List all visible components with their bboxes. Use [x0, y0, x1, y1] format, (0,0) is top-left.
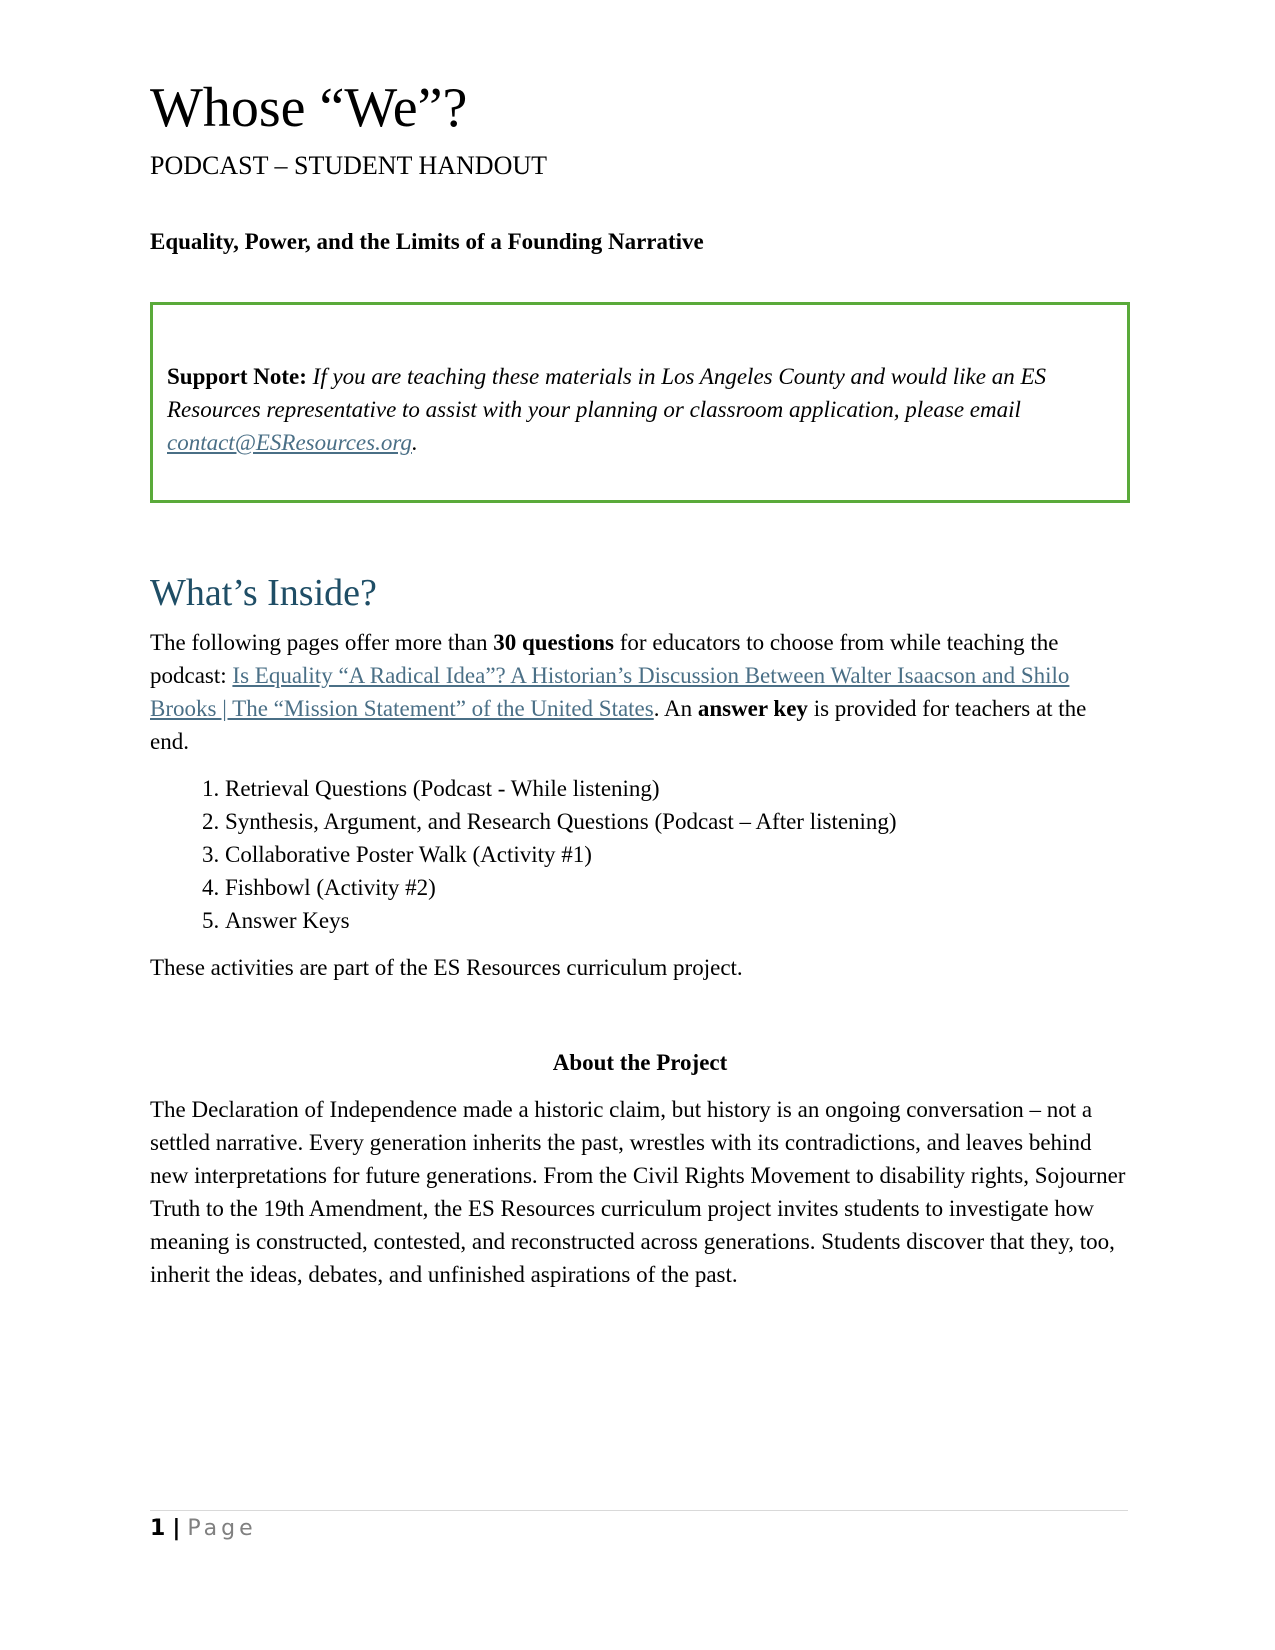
document-subtitle: PODCAST – STUDENT HANDOUT [150, 151, 548, 180]
footer-divider [150, 1510, 1128, 1511]
footer-separator: | [172, 1516, 181, 1541]
page-label: Page [187, 1516, 257, 1541]
whats-inside-heading: What’s Inside? [150, 572, 377, 614]
intro-part-1: The following pages offer more than [150, 630, 494, 655]
page-footer [150, 1514, 257, 1544]
list-item: 2. Synthesis, Argument, and Research Questions (Podcast – After listening) [225, 805, 1130, 838]
intro-part-4: is provided for teachers at the end. [150, 696, 1087, 754]
intro-bold-answer-key: answer key [697, 696, 808, 721]
whats-inside-intro [150, 626, 1130, 758]
podcast-link[interactable]: Is Equality “A Radical Idea”? A Historian’s Discussion Between Walter Isaacson and Shilo Brooks | The “Mission Statement” of the United States [150, 663, 1070, 721]
intro-bold-questions: 30 questions [493, 630, 614, 655]
support-email-link[interactable]: contact@ESResources.org [167, 430, 412, 455]
support-note-label: Support Note: [167, 364, 307, 389]
whats-inside-closing: These activities are part of the ES Resources curriculum project. [150, 955, 743, 980]
document-tagline: Equality, Power, and the Limits of a Founding Narrative [150, 229, 704, 254]
support-note-end: . [411, 430, 418, 455]
list-item: 5. Answer Keys [225, 904, 1130, 937]
intro-part-2: for educators to choose from while teaching the podcast: [150, 630, 1059, 688]
list-item: 3. Collaborative Poster Walk (Activity #1) [225, 838, 1130, 871]
contents-list [150, 772, 1130, 937]
list-item: 1. Retrieval Questions (Podcast - While listening) [225, 772, 1130, 805]
list-item: 4. Fishbowl (Activity #2) [225, 871, 1130, 904]
page-number: 1 [150, 1516, 166, 1541]
about-text: The Declaration of Independence made a historic claim, but history is an ongoing conversation – not a settled narrative. Every generation inherits the past, wrestles with its contradictions, and leaves behind new interpretations for future generations. From the Civil Rights Movement to disability rights, Sojourner Truth to the 19th Amendment, the ES Resources curriculum project invites students to investigate how meaning is constructed, contested, and reconstructed across generations. Students discover that they, too, inherit the ideas, debates, and unfinished aspirations of the past. [150, 1097, 1126, 1287]
support-note-body: If you are teaching these materials in Los Angeles County and would like an ES Resources representative to assist with your planning or classroom application, please email [167, 364, 1047, 422]
document-title: Whose “We”? [150, 77, 468, 139]
intro-part-3: . An [653, 696, 698, 721]
page-content [150, 68, 1130, 1291]
about-heading: About the Project [552, 1050, 728, 1075]
support-note-box [150, 302, 1130, 503]
